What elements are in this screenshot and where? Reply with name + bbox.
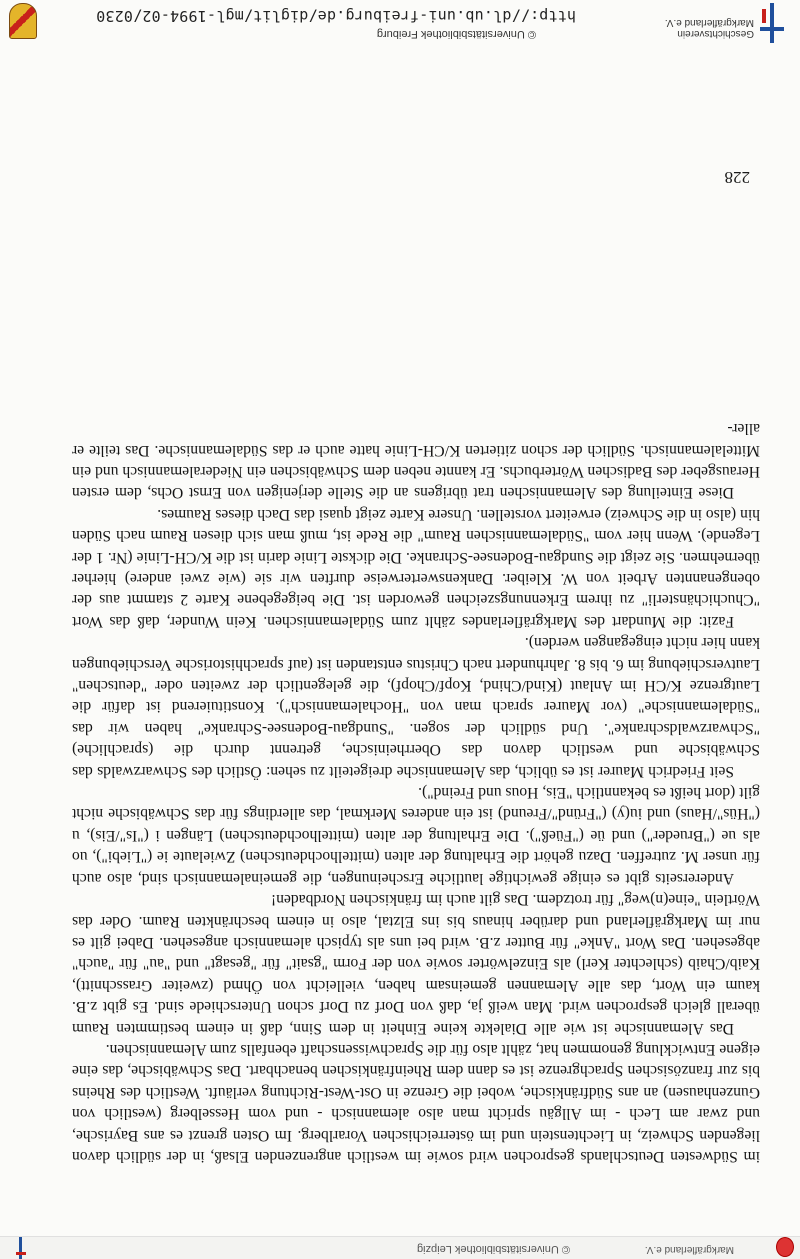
coat-of-arms-icon — [776, 1237, 794, 1257]
paragraph: Seit Friedrich Maurer ist es üblich, das Alemannische dreigeteilt zu sehen: Östlich des Schwarzwalds das Schwäbische und westlich davon das Oberrheinische, getrennt durch die (sprachliche) "Schwarzwaldschranke". Und südlich der sogen. "Sundgau-Bodensee-Schranke" haben wir das "Südalemannische" (vor Maurer sprach man von "Hochalemannisch"). Konstituierend ist dafür die Lautgrenze K/CH im Anlaut (Kind/Chind, Kopf/Chopf), die gelegentlich der zweiten oder "deutschen" Lautverschiebung im 6. bis 8. Jahrhundert nach Christus entstanden ist (auf sprachhistorische Verschiebungen kann hier nicht eingegangen werden). — [72, 634, 760, 780]
footer — [0, 0, 800, 43]
society-line-1: Geschichtsverein — [677, 28, 754, 39]
ub-logo-icon — [16, 1237, 26, 1259]
strip-copyright-text: © Universitätsbibliothek Leipzig — [416, 1243, 570, 1255]
page-number: 228 — [724, 168, 750, 187]
paragraph: Diese Einteilung des Alemannischen trat übrigens an die Stelle derjenigen von Ernst Ochs, dem ersten Herausgeber des Badischen Wörterbuchs. Er kannte neben dem Schwäbischen ein Niederalemannisch und ein Mittelalemannisch. Südlich der schon zitierten K/CH-Linie hatte auch er das Südalemannische. Das teilte er aller- — [72, 420, 760, 502]
paragraph: Fazit: die Mundart des Markgräflerlandes zählt zum Südalemannischen. Kein Wunder, daß das Wort "Chuchichänsterli" zu ihrem Erkennungszeichen geworden ist. Die beigegebene Karte 2 stammt aus der obengenannten Arbeit von W. Kleiber. Dankenswerterweise durften wir sie (wie zwei andere) hierher übernehmen. Sie zeigt die Sundgau-Bodensee-Schranke. Die dickste Linie darin ist die K/CH-Linie (Nr. 1 der Legende). Wenn hier vom "Südalemannischen Raum" die Rede ist, muß man sich diesen Raum nach Süden hin (also in die Schweiz) erweitert vorstellen. Unsere Karte zeigt quasi das Dach dieses Raumes. — [72, 505, 760, 630]
previous-page-strip — [0, 1236, 800, 1259]
copyright-text: © Universitätsbibliothek Freiburg — [376, 28, 536, 40]
ub-logo-icon — [754, 0, 790, 43]
society-name — [665, 17, 754, 39]
strip-society-text: Markgräflerland e.V. — [644, 1244, 734, 1255]
society-line-2: Markgräflerland e.V. — [664, 17, 754, 28]
permalink[interactable]: http://dl.ub.uni-freiburg.de/diglit/mgl-1994-02/0230 — [96, 7, 576, 25]
paragraph: im Südwesten Deutschlands gesprochen wird sowie im westlich angrenzenden Elsaß, in der südlich davon liegenden Schweiz, in Liechtenstein und im österreichischen Vorarlberg. Im Osten grenzt es ans Bayrische, und zwar am Lech - im Allgäu spricht man also alemannisch - und vom Hesselberg (westlich von Gunzenhausen) an ans Südfränkische, wobei die Grenze in Ost-West-Richtung verläuft. Westlich des Rheins bis zur französischen Sprachgrenze ist es dann dem Rheinfränkischen benachbart. Das Schwäbische, das eine eigene Entwicklung genommen hat, zählt also für die Sprachwissenschaft ebenfalls zum Alemannischen. — [72, 1040, 760, 1165]
paragraph: Andererseits gibt es einige gewichtige lautliche Erscheinungen, die gemeinalemannisch sind, also auch für unser M. zutreffen. Dazu gehört die Erhaltung der alten (mittelhochdeutschen) Zwielaute ie ("Liebi"), uo als ue ("Brueder") und üe ("Füeß"). Die Erhaltung der alten (mittelhochdeutschen) Längen i ("Is"/Eis), u ("Hüs"/Haus) und iu(y) ("Fründ"/Freund) ist ein anderes Merkmal, das allerdings für das Schwäbische nicht gilt (dort heißt es bekanntlich "Eis, Hous und Freind"). — [72, 784, 760, 887]
paragraph: Das Alemannische ist wie alle Dialekte keine Einheit in dem Sinn, daß in einem bestimmten Raum überall gleich gesprochen wird. Man weiß ja, daß von Dorf zu Dorf schon Unterschiede sind. Es gibt z.B. kaum ein Wort, das alle Alemannen gemeinsam haben, vielleicht von Öhmd (zweiter Grasschnitt), Kaib/Chaib (schlechter Kerl) als Einzelwörter sowie von der Form "gsait" für "gesagt" und "au" für "auch" abgesehen. Das Wort "Anke" für Butter z.B. wird bei uns als typisch alemannisch angesehen. Dabei gilt es nur im Markgräflerland und darüber hinaus bis ins Elztal, also in einem beschränkten Raum. Oder das Wörtlein "eine(n)weg" für trotzdem. Das gilt auch im fränkischen Nordbaden! — [72, 891, 760, 1037]
body-text — [72, 418, 760, 1167]
coat-of-arms-icon — [9, 3, 37, 39]
